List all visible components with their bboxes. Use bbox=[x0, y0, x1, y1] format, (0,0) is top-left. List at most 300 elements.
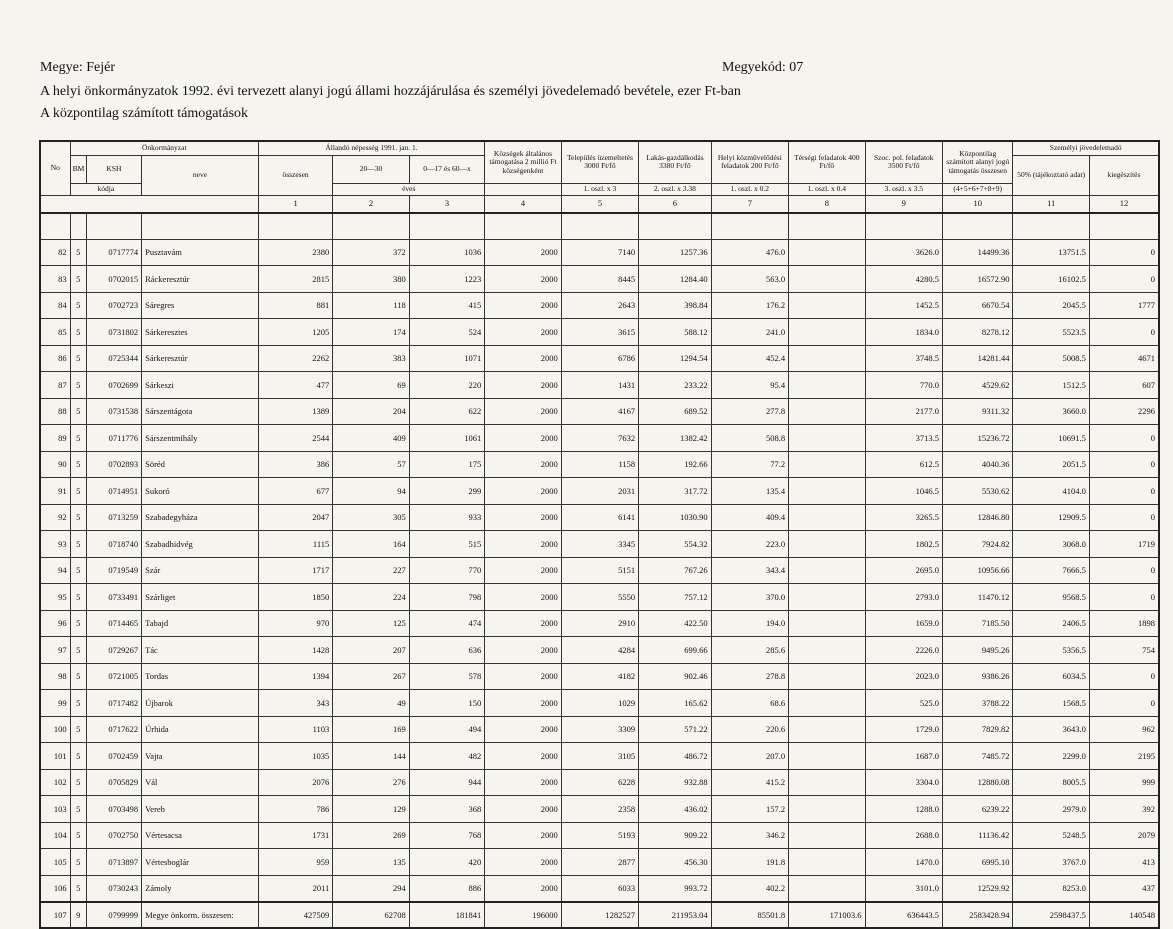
telepules-support-cell: 7632 bbox=[561, 425, 638, 452]
row-number-cell: 91 bbox=[40, 478, 70, 505]
lakas-support-cell: 233.22 bbox=[639, 372, 711, 399]
population-0-17-60plus-cell: 1071 bbox=[409, 345, 484, 372]
ksh-code-cell: 0702893 bbox=[86, 451, 141, 478]
row-number-cell: 93 bbox=[40, 531, 70, 558]
population-20-30-cell: 125 bbox=[333, 610, 409, 637]
kozsegek-support-cell: 2000 bbox=[485, 345, 561, 372]
column-number: 8 bbox=[789, 195, 865, 213]
table-row bbox=[40, 902, 1159, 929]
szja-50-cell: 3643.0 bbox=[1013, 716, 1089, 743]
population-20-30-cell: 135 bbox=[333, 849, 409, 876]
tersegi-support-cell: 171003.6 bbox=[789, 902, 865, 929]
tersegi-support-cell bbox=[789, 690, 865, 717]
helyi-support-cell: 241.0 bbox=[711, 319, 788, 346]
telepules-support-cell: 6786 bbox=[561, 345, 638, 372]
telepules-support-cell: 5151 bbox=[561, 557, 638, 584]
szja-kiegeszites-cell: 1898 bbox=[1089, 610, 1159, 637]
row-number-cell: 106 bbox=[40, 875, 70, 902]
ksh-code-cell: 0730243 bbox=[86, 875, 141, 902]
bm-code-cell: 5 bbox=[70, 716, 86, 743]
column-number: 10 bbox=[943, 195, 1013, 213]
szja-50-cell: 2406.5 bbox=[1013, 610, 1089, 637]
municipality-name-cell: Sáregres bbox=[142, 292, 259, 319]
header-ksh: KSH bbox=[86, 155, 141, 183]
municipality-name-cell: Tabajd bbox=[142, 610, 259, 637]
bm-code-cell: 5 bbox=[70, 875, 86, 902]
table-row bbox=[40, 690, 1159, 717]
szja-50-cell: 10691.5 bbox=[1013, 425, 1089, 452]
tersegi-support-cell bbox=[789, 239, 865, 266]
tersegi-support-cell bbox=[789, 822, 865, 849]
population-20-30-cell: 227 bbox=[333, 557, 409, 584]
row-number-cell: 98 bbox=[40, 663, 70, 690]
municipality-name-cell: Söréd bbox=[142, 451, 259, 478]
population-0-17-60plus-cell: 1223 bbox=[409, 266, 484, 293]
lakas-support-cell: 317.72 bbox=[639, 478, 711, 505]
ksh-code-cell: 0717622 bbox=[86, 716, 141, 743]
kozpontilag-total-cell: 15236.72 bbox=[943, 425, 1013, 452]
kozsegek-support-cell: 2000 bbox=[485, 504, 561, 531]
szoc-support-cell: 1729.0 bbox=[865, 716, 942, 743]
header-szoc: Szoc. pol. feladatok 3500 Ft/fő bbox=[865, 141, 942, 183]
population-0-17-60plus-cell: 636 bbox=[409, 637, 484, 664]
szja-50-cell: 5523.5 bbox=[1013, 319, 1089, 346]
population-20-30-cell: 294 bbox=[333, 875, 409, 902]
szja-kiegeszites-cell: 2296 bbox=[1089, 398, 1159, 425]
table-row bbox=[40, 478, 1159, 505]
municipality-name-cell: Tác bbox=[142, 637, 259, 664]
szoc-support-cell: 1046.5 bbox=[865, 478, 942, 505]
kozpontilag-total-cell: 6995.10 bbox=[943, 849, 1013, 876]
population-0-17-60plus-cell: 770 bbox=[409, 557, 484, 584]
szja-kiegeszites-cell: 607 bbox=[1089, 372, 1159, 399]
population-20-30-cell: 94 bbox=[333, 478, 409, 505]
spacer-cell bbox=[1013, 213, 1089, 240]
kozpontilag-total-cell: 6670.54 bbox=[943, 292, 1013, 319]
telepules-support-cell: 3615 bbox=[561, 319, 638, 346]
population-total-cell: 1103 bbox=[258, 716, 332, 743]
row-number-cell: 107 bbox=[40, 902, 70, 929]
telepules-support-cell: 2031 bbox=[561, 478, 638, 505]
page-subtitle: A központilag számított támogatások bbox=[40, 106, 249, 121]
row-number-cell: 82 bbox=[40, 239, 70, 266]
header-tersegi-sub: 1. oszl. x 0.4 bbox=[789, 183, 865, 195]
header-szoc-sub: 3. oszl. x 3.5 bbox=[865, 183, 942, 195]
municipality-name-cell: Vértesacsa bbox=[142, 822, 259, 849]
population-total-cell: 343 bbox=[258, 690, 332, 717]
column-number-blank bbox=[40, 195, 258, 213]
tersegi-support-cell bbox=[789, 875, 865, 902]
szoc-support-cell: 3713.5 bbox=[865, 425, 942, 452]
row-number-cell: 105 bbox=[40, 849, 70, 876]
szoc-support-cell: 3626.0 bbox=[865, 239, 942, 266]
lakas-support-cell: 192.66 bbox=[639, 451, 711, 478]
header-kiegeszites: kiegészítés bbox=[1089, 155, 1159, 195]
kozpontilag-total-cell: 4529.62 bbox=[943, 372, 1013, 399]
lakas-support-cell: 902.46 bbox=[639, 663, 711, 690]
szoc-support-cell: 1288.0 bbox=[865, 796, 942, 823]
tersegi-support-cell bbox=[789, 716, 865, 743]
ksh-code-cell: 0731802 bbox=[86, 319, 141, 346]
population-0-17-60plus-cell: 886 bbox=[409, 875, 484, 902]
lakas-support-cell: 689.52 bbox=[639, 398, 711, 425]
bm-code-cell: 5 bbox=[70, 239, 86, 266]
population-total-cell: 677 bbox=[258, 478, 332, 505]
kozsegek-support-cell: 2000 bbox=[485, 769, 561, 796]
kozpontilag-total-cell: 12529.92 bbox=[943, 875, 1013, 902]
kozsegek-support-cell: 2000 bbox=[485, 663, 561, 690]
kozsegek-support-cell: 2000 bbox=[485, 743, 561, 770]
helyi-support-cell: 95.4 bbox=[711, 372, 788, 399]
population-total-cell: 1850 bbox=[258, 584, 332, 611]
population-total-cell: 1717 bbox=[258, 557, 332, 584]
column-number: 2 bbox=[333, 195, 409, 213]
tersegi-support-cell bbox=[789, 478, 865, 505]
lakas-support-cell: 422.50 bbox=[639, 610, 711, 637]
column-number: 1 bbox=[258, 195, 332, 213]
population-20-30-cell: 204 bbox=[333, 398, 409, 425]
spacer-cell bbox=[789, 213, 865, 240]
table-row bbox=[40, 743, 1159, 770]
lakas-support-cell: 909.22 bbox=[639, 822, 711, 849]
population-total-cell: 2815 bbox=[258, 266, 332, 293]
population-0-17-60plus-cell: 515 bbox=[409, 531, 484, 558]
row-number-cell: 86 bbox=[40, 345, 70, 372]
lakas-support-cell: 554.32 bbox=[639, 531, 711, 558]
szja-kiegeszites-cell: 4671 bbox=[1089, 345, 1159, 372]
header-helyi-sub: 1. oszl. x 0.2 bbox=[711, 183, 788, 195]
helyi-support-cell: 85501.8 bbox=[711, 902, 788, 929]
lakas-support-cell: 588.12 bbox=[639, 319, 711, 346]
bm-code-cell: 5 bbox=[70, 610, 86, 637]
header-kozsegek-sub bbox=[485, 183, 561, 195]
szja-50-cell: 5008.5 bbox=[1013, 345, 1089, 372]
kozpontilag-total-cell: 5530.62 bbox=[943, 478, 1013, 505]
header-age-20-30: 20—30 bbox=[333, 155, 409, 183]
population-0-17-60plus-cell: 524 bbox=[409, 319, 484, 346]
helyi-support-cell: 191.8 bbox=[711, 849, 788, 876]
column-number: 7 bbox=[711, 195, 788, 213]
ksh-code-cell: 0702459 bbox=[86, 743, 141, 770]
szja-50-cell: 16102.5 bbox=[1013, 266, 1089, 293]
tersegi-support-cell bbox=[789, 743, 865, 770]
bm-code-cell: 9 bbox=[70, 902, 86, 929]
kozpontilag-total-cell: 11136.42 bbox=[943, 822, 1013, 849]
kozsegek-support-cell: 2000 bbox=[485, 637, 561, 664]
row-number-cell: 103 bbox=[40, 796, 70, 823]
table-row bbox=[40, 610, 1159, 637]
population-20-30-cell: 409 bbox=[333, 425, 409, 452]
telepules-support-cell: 1029 bbox=[561, 690, 638, 717]
ksh-code-cell: 0721005 bbox=[86, 663, 141, 690]
szja-50-cell: 8005.5 bbox=[1013, 769, 1089, 796]
szja-kiegeszites-cell: 0 bbox=[1089, 451, 1159, 478]
header-onkormanyzat: Önkormányzat bbox=[70, 141, 258, 155]
lakas-support-cell: 486.72 bbox=[639, 743, 711, 770]
szja-kiegeszites-cell: 0 bbox=[1089, 266, 1159, 293]
row-number-cell: 84 bbox=[40, 292, 70, 319]
municipality-name-cell: Szárliget bbox=[142, 584, 259, 611]
table-row bbox=[40, 557, 1159, 584]
bm-code-cell: 5 bbox=[70, 531, 86, 558]
population-20-30-cell: 169 bbox=[333, 716, 409, 743]
telepules-support-cell: 3309 bbox=[561, 716, 638, 743]
table-body bbox=[40, 213, 1159, 929]
ksh-code-cell: 0717482 bbox=[86, 690, 141, 717]
header-telepules: Település üzemeltetés 3000 Ft/fő bbox=[561, 141, 638, 183]
population-20-30-cell: 207 bbox=[333, 637, 409, 664]
spacer-cell bbox=[639, 213, 711, 240]
kozsegek-support-cell: 196000 bbox=[485, 902, 561, 929]
tersegi-support-cell bbox=[789, 504, 865, 531]
header-tersegi: Térségi feladatok 400 Ft/fő bbox=[789, 141, 865, 183]
population-20-30-cell: 383 bbox=[333, 345, 409, 372]
szja-50-cell: 7666.5 bbox=[1013, 557, 1089, 584]
municipality-name-cell: Vereb bbox=[142, 796, 259, 823]
bm-code-cell: 5 bbox=[70, 743, 86, 770]
spacer-cell bbox=[258, 213, 332, 240]
szja-kiegeszites-cell: 0 bbox=[1089, 690, 1159, 717]
telepules-support-cell: 2910 bbox=[561, 610, 638, 637]
municipality-name-cell: Sukoró bbox=[142, 478, 259, 505]
header-bm: BM bbox=[70, 155, 86, 183]
municipality-name-cell: Újbarok bbox=[142, 690, 259, 717]
population-total-cell: 2262 bbox=[258, 345, 332, 372]
column-number: 12 bbox=[1089, 195, 1159, 213]
lakas-support-cell: 398.84 bbox=[639, 292, 711, 319]
szja-50-cell: 3660.0 bbox=[1013, 398, 1089, 425]
population-20-30-cell: 276 bbox=[333, 769, 409, 796]
table-row bbox=[40, 451, 1159, 478]
ksh-code-cell: 0714465 bbox=[86, 610, 141, 637]
kozsegek-support-cell: 2000 bbox=[485, 875, 561, 902]
szja-kiegeszites-cell: 0 bbox=[1089, 584, 1159, 611]
kozpontilag-total-cell: 7185.50 bbox=[943, 610, 1013, 637]
municipality-name-cell: Sárkeszi bbox=[142, 372, 259, 399]
kozsegek-support-cell: 2000 bbox=[485, 451, 561, 478]
population-total-cell: 477 bbox=[258, 372, 332, 399]
population-0-17-60plus-cell: 1036 bbox=[409, 239, 484, 266]
szja-50-cell: 12909.5 bbox=[1013, 504, 1089, 531]
population-total-cell: 2380 bbox=[258, 239, 332, 266]
szja-50-cell: 1568.5 bbox=[1013, 690, 1089, 717]
szoc-support-cell: 3304.0 bbox=[865, 769, 942, 796]
column-number: 11 bbox=[1013, 195, 1089, 213]
header-lakas: Lakás-gazdálkodás 3380 Ft/fő bbox=[639, 141, 711, 183]
szja-kiegeszites-cell: 1719 bbox=[1089, 531, 1159, 558]
telepules-support-cell: 8445 bbox=[561, 266, 638, 293]
population-total-cell: 1205 bbox=[258, 319, 332, 346]
header-szja-50: 50% (tájékoztató adat) bbox=[1013, 155, 1089, 195]
telepules-support-cell: 6141 bbox=[561, 504, 638, 531]
ksh-code-cell: 0719549 bbox=[86, 557, 141, 584]
population-20-30-cell: 57 bbox=[333, 451, 409, 478]
spacer-cell bbox=[142, 213, 259, 240]
szoc-support-cell: 2688.0 bbox=[865, 822, 942, 849]
municipality-name-cell: Sárkeresztes bbox=[142, 319, 259, 346]
spacer-cell bbox=[485, 213, 561, 240]
population-20-30-cell: 305 bbox=[333, 504, 409, 531]
ksh-code-cell: 0713259 bbox=[86, 504, 141, 531]
kozpontilag-total-cell: 7924.82 bbox=[943, 531, 1013, 558]
szja-50-cell: 4104.0 bbox=[1013, 478, 1089, 505]
population-0-17-60plus-cell: 578 bbox=[409, 663, 484, 690]
row-number-cell: 100 bbox=[40, 716, 70, 743]
population-0-17-60plus-cell: 482 bbox=[409, 743, 484, 770]
population-total-cell: 2047 bbox=[258, 504, 332, 531]
header-osszesen: összesen bbox=[258, 155, 332, 195]
header-neve: neve bbox=[142, 155, 259, 195]
helyi-support-cell: 135.4 bbox=[711, 478, 788, 505]
ksh-code-cell: 0799999 bbox=[86, 902, 141, 929]
szoc-support-cell: 4280.5 bbox=[865, 266, 942, 293]
column-number: 3 bbox=[409, 195, 484, 213]
municipality-name-cell: Vajta bbox=[142, 743, 259, 770]
municipality-name-cell: Megye önkorm. összesen: bbox=[142, 902, 259, 929]
kozsegek-support-cell: 2000 bbox=[485, 239, 561, 266]
ksh-code-cell: 0731538 bbox=[86, 398, 141, 425]
lakas-support-cell: 993.72 bbox=[639, 875, 711, 902]
population-0-17-60plus-cell: 299 bbox=[409, 478, 484, 505]
szja-50-cell: 2051.5 bbox=[1013, 451, 1089, 478]
population-total-cell: 881 bbox=[258, 292, 332, 319]
kozpontilag-total-cell: 11470.12 bbox=[943, 584, 1013, 611]
bm-code-cell: 5 bbox=[70, 557, 86, 584]
header-helyi: Helyi közművelődési feladatok 200 Ft/fő bbox=[711, 141, 788, 183]
bm-code-cell: 5 bbox=[70, 822, 86, 849]
row-number-cell: 92 bbox=[40, 504, 70, 531]
ksh-code-cell: 0702699 bbox=[86, 372, 141, 399]
kozpontilag-total-cell: 9311.32 bbox=[943, 398, 1013, 425]
lakas-support-cell: 767.26 bbox=[639, 557, 711, 584]
population-0-17-60plus-cell: 415 bbox=[409, 292, 484, 319]
szja-50-cell: 6034.5 bbox=[1013, 663, 1089, 690]
kozpontilag-total-cell: 4040.36 bbox=[943, 451, 1013, 478]
bm-code-cell: 5 bbox=[70, 478, 86, 505]
column-number: 9 bbox=[865, 195, 942, 213]
szja-50-cell: 13751.5 bbox=[1013, 239, 1089, 266]
telepules-support-cell: 1431 bbox=[561, 372, 638, 399]
helyi-support-cell: 409.4 bbox=[711, 504, 788, 531]
szja-kiegeszites-cell: 1777 bbox=[1089, 292, 1159, 319]
municipality-name-cell: Zámoly bbox=[142, 875, 259, 902]
population-20-30-cell: 224 bbox=[333, 584, 409, 611]
helyi-support-cell: 415.2 bbox=[711, 769, 788, 796]
row-number-cell: 95 bbox=[40, 584, 70, 611]
population-0-17-60plus-cell: 474 bbox=[409, 610, 484, 637]
table-row bbox=[40, 345, 1159, 372]
population-0-17-60plus-cell: 944 bbox=[409, 769, 484, 796]
helyi-support-cell: 285.6 bbox=[711, 637, 788, 664]
telepules-support-cell: 2877 bbox=[561, 849, 638, 876]
header-no: No bbox=[40, 141, 70, 195]
telepules-support-cell: 1282527 bbox=[561, 902, 638, 929]
ksh-code-cell: 0711776 bbox=[86, 425, 141, 452]
lakas-support-cell: 1294.54 bbox=[639, 345, 711, 372]
table-row bbox=[40, 531, 1159, 558]
tersegi-support-cell bbox=[789, 451, 865, 478]
bm-code-cell: 5 bbox=[70, 663, 86, 690]
row-number-cell: 96 bbox=[40, 610, 70, 637]
szja-kiegeszites-cell: 413 bbox=[1089, 849, 1159, 876]
spacer-cell bbox=[711, 213, 788, 240]
kozsegek-support-cell: 2000 bbox=[485, 292, 561, 319]
helyi-support-cell: 476.0 bbox=[711, 239, 788, 266]
spacer-cell bbox=[1089, 213, 1159, 240]
population-20-30-cell: 372 bbox=[333, 239, 409, 266]
szja-50-cell: 2045.5 bbox=[1013, 292, 1089, 319]
header-eves: éves bbox=[333, 183, 485, 195]
lakas-support-cell: 436.02 bbox=[639, 796, 711, 823]
header-nepesseg: Állandó népesség 1991. jan. 1. bbox=[258, 141, 484, 155]
tersegi-support-cell bbox=[789, 425, 865, 452]
population-0-17-60plus-cell: 150 bbox=[409, 690, 484, 717]
lakas-support-cell: 1284.40 bbox=[639, 266, 711, 293]
telepules-support-cell: 3345 bbox=[561, 531, 638, 558]
population-20-30-cell: 164 bbox=[333, 531, 409, 558]
kozsegek-support-cell: 2000 bbox=[485, 584, 561, 611]
table-row bbox=[40, 319, 1159, 346]
szoc-support-cell: 1802.5 bbox=[865, 531, 942, 558]
szja-kiegeszites-cell: 0 bbox=[1089, 557, 1159, 584]
municipality-name-cell: Vértesboglár bbox=[142, 849, 259, 876]
szoc-support-cell: 1470.0 bbox=[865, 849, 942, 876]
kozpontilag-total-cell: 3788.22 bbox=[943, 690, 1013, 717]
population-20-30-cell: 62708 bbox=[333, 902, 409, 929]
municipality-name-cell: Sárkeresztúr bbox=[142, 345, 259, 372]
municipality-name-cell: Sárszentmihály bbox=[142, 425, 259, 452]
municipality-name-cell: Pusztavám bbox=[142, 239, 259, 266]
helyi-support-cell: 194.0 bbox=[711, 610, 788, 637]
szja-50-cell: 8253.0 bbox=[1013, 875, 1089, 902]
szja-50-cell: 5356.5 bbox=[1013, 637, 1089, 664]
kozsegek-support-cell: 2000 bbox=[485, 849, 561, 876]
lakas-support-cell: 757.12 bbox=[639, 584, 711, 611]
helyi-support-cell: 508.8 bbox=[711, 425, 788, 452]
helyi-support-cell: 207.0 bbox=[711, 743, 788, 770]
kozpontilag-total-cell: 2583428.94 bbox=[943, 902, 1013, 929]
tersegi-support-cell bbox=[789, 584, 865, 611]
tersegi-support-cell bbox=[789, 663, 865, 690]
kozsegek-support-cell: 2000 bbox=[485, 822, 561, 849]
szoc-support-cell: 1687.0 bbox=[865, 743, 942, 770]
spacer-cell bbox=[409, 213, 484, 240]
ksh-code-cell: 0714951 bbox=[86, 478, 141, 505]
population-total-cell: 970 bbox=[258, 610, 332, 637]
szoc-support-cell: 1659.0 bbox=[865, 610, 942, 637]
szoc-support-cell: 2226.0 bbox=[865, 637, 942, 664]
szja-kiegeszites-cell: 962 bbox=[1089, 716, 1159, 743]
szja-kiegeszites-cell: 0 bbox=[1089, 319, 1159, 346]
table-row bbox=[40, 504, 1159, 531]
spacer-cell bbox=[865, 213, 942, 240]
table-row bbox=[40, 637, 1159, 664]
szja-50-cell: 1512.5 bbox=[1013, 372, 1089, 399]
bm-code-cell: 5 bbox=[70, 849, 86, 876]
table-row bbox=[40, 796, 1159, 823]
population-20-30-cell: 129 bbox=[333, 796, 409, 823]
population-total-cell: 427509 bbox=[258, 902, 332, 929]
tersegi-support-cell bbox=[789, 398, 865, 425]
population-0-17-60plus-cell: 220 bbox=[409, 372, 484, 399]
ksh-code-cell: 0729267 bbox=[86, 637, 141, 664]
telepules-support-cell: 6033 bbox=[561, 875, 638, 902]
lakas-support-cell: 456.30 bbox=[639, 849, 711, 876]
column-number: 4 bbox=[485, 195, 561, 213]
helyi-support-cell: 277.8 bbox=[711, 398, 788, 425]
bm-code-cell: 5 bbox=[70, 398, 86, 425]
ksh-code-cell: 0705829 bbox=[86, 769, 141, 796]
